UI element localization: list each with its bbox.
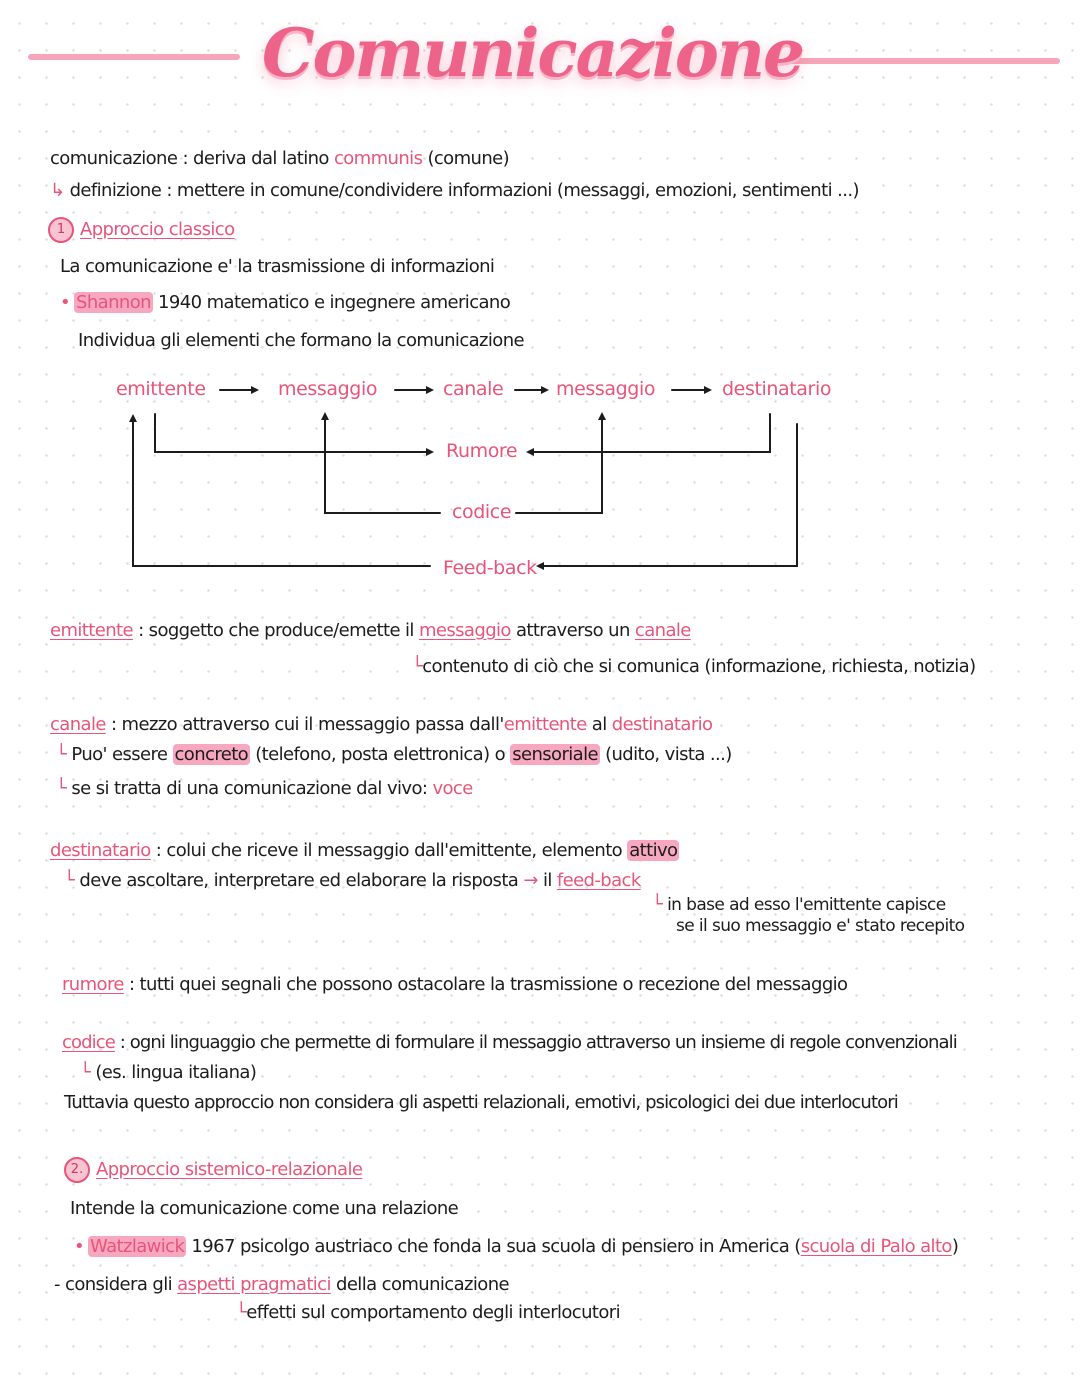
bullet-icon: • [60, 292, 71, 313]
diagram-messaggio-2: messaggio [556, 378, 656, 400]
hook-arrow-icon: └ [236, 1302, 247, 1323]
hook-arrow-icon: └ [64, 870, 75, 891]
section1-statement: La comunicazione e' la trasmissione di informazioni [60, 256, 495, 277]
right-arrow-icon: → [523, 870, 538, 891]
arrowhead-icon [541, 386, 549, 394]
arrowhead-icon [598, 412, 606, 420]
individua-line: Individua gli elementi che formano la comunicazione [78, 330, 525, 351]
watzlawick-line: • Watzlawick 1967 psicolgo austriaco che fonda la sua scuola di pensiero in America (scuola di Palo alto) [74, 1236, 959, 1257]
hook-arrow-icon: └ [652, 894, 663, 915]
arrowhead-icon [526, 448, 534, 456]
canale-sub-2: └ se si tratta di una comunicazione dal vivo: voce [56, 778, 473, 799]
destinatario-definition: destinatario : colui che riceve il messaggio dall'emittente, elemento attivo [50, 840, 678, 861]
diagram-canale: canale [443, 378, 504, 400]
arrowhead-icon [536, 562, 544, 570]
hook-arrow-icon: └ [80, 1062, 91, 1083]
codice-example: └ (es. lingua italiana) [80, 1062, 257, 1083]
line-emittente-rumore [155, 414, 430, 452]
diagram-rumore: Rumore [446, 440, 518, 462]
bullet-icon: • [74, 1236, 85, 1257]
diagram-destinatario: destinatario [722, 378, 832, 400]
section2-statement: Intende la comunicazione come una relazione [70, 1198, 459, 1219]
hook-arrow-icon: └ [56, 744, 67, 765]
diagram-codice: codice [452, 501, 512, 523]
hook-arrow-icon: ↳ [50, 180, 65, 201]
line-messaggio2-codice [516, 416, 602, 513]
title-rule-right [782, 58, 1060, 64]
canale-sub-1: └ Puo' essere concreto (telefono, posta elettronica) o sensoriale (udito, vista ...) [56, 744, 732, 765]
arrowhead-icon [129, 414, 137, 422]
effetti-line: └effetti sul comportamento degli interlocutori [236, 1302, 620, 1323]
arrowhead-icon [321, 412, 329, 420]
canale-definition: canale : mezzo attraverso cui il messaggio passa dall'emittente al destinatario [50, 714, 713, 735]
definition-line: ↳ definizione : mettere in comune/condividere informazioni (messaggi, emozioni, sentimenti ...) [50, 180, 859, 201]
hook-arrow-icon: └ [412, 656, 423, 677]
arrowhead-icon [704, 386, 712, 394]
arrowhead-icon [426, 386, 434, 394]
destinatario-sub: └ deve ascoltare, interpretare ed elaborare la risposta → il feed-back [64, 870, 641, 891]
section1-heading: 1 Approccio classico [48, 217, 235, 243]
arrowhead-icon [426, 448, 434, 456]
considera-line: - considera gli aspetti pragmatici della comunicazione [54, 1274, 509, 1295]
diagram-feedback: Feed-back [443, 557, 537, 579]
tuttavia-line: Tuttavia questo approccio non considera gli aspetti relazionali, emotivi, psicologici dei due interlocutori [64, 1092, 898, 1113]
rumore-definition: rumore : tutti quei segnali che possono ostacolare la trasmissione o recezione del messaggio [62, 974, 848, 995]
section-number-badge: 1 [48, 217, 74, 243]
codice-definition: codice : ogni linguaggio che permette di formulare il messaggio attraverso un insieme di regole convenzionali [62, 1032, 957, 1053]
line-emittente-feedback [133, 418, 430, 566]
shannon-line: • Shannon 1940 matematico e ingegnere americano [60, 292, 511, 313]
communication-diagram [0, 370, 1080, 600]
feedback-note: └ in base ad esso l'emittente capisce se il suo messaggio e' stato recepito [652, 894, 965, 936]
page-title: Comunicazione [262, 14, 803, 92]
line-destinatario-rumore [530, 414, 770, 452]
title-rule-left [28, 54, 240, 60]
messaggio-definition: └contenuto di ciò che si comunica (informazione, richiesta, notizia) [412, 656, 976, 677]
arrowhead-icon [251, 386, 259, 394]
diagram-messaggio: messaggio [278, 378, 378, 400]
hook-arrow-icon: └ [56, 778, 67, 799]
section-number-badge: 2. [64, 1157, 90, 1183]
emittente-definition: emittente : soggetto che produce/emette il messaggio attraverso un canale [50, 620, 691, 641]
line-messaggio-codice [325, 416, 440, 513]
line-destinatario-feedback [540, 424, 797, 566]
intro-line: comunicazione : deriva dal latino communis (comune) [50, 148, 510, 169]
section2-heading: 2. Approccio sistemico-relazionale [64, 1157, 362, 1183]
diagram-emittente: emittente [116, 378, 206, 400]
